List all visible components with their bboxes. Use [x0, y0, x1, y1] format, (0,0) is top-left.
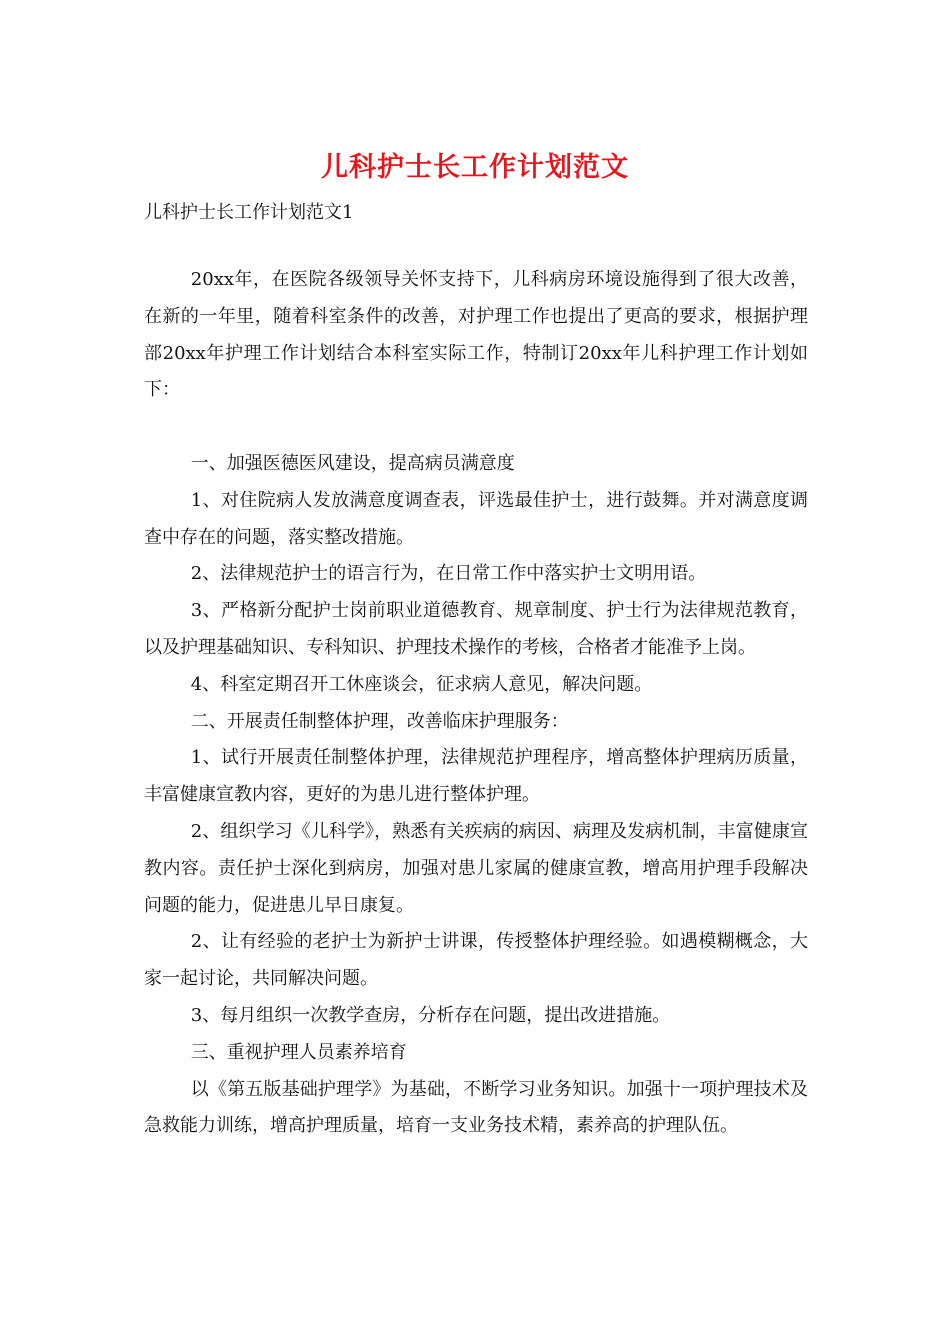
section-heading-3: 三、重视护理人员素养培育 [190, 1041, 407, 1063]
intro-paragraph: 20xx年，在医院各级领导关怀支持下，儿科病房环境设施得到了很大改善，在新的一年里，随着科室条件的改善，对护理工作也提出了更高的要求，根据护理部20xx年护理工作计划结合本科室实际工作，特制订20xx年儿科护理工作计划如下： [144, 269, 808, 401]
paragraph: 4、科室定期召开工休座谈会，征求病人意见，解决问题。 [190, 673, 653, 695]
paragraph: 2、组织学习《儿科学》，熟悉有关疾病的病因、病理及发病机制，丰富健康宣教内容。责任护士深化到病房，加强对患儿家属的健康宣教，增高用护理手段解决问题的能力，促进患儿早日康复。 [144, 820, 808, 916]
paragraph: 3、每月组织一次教学查房，分析存在问题，提出改进措施。 [190, 1004, 671, 1026]
section-heading-1: 一、加强医德医风建设，提高病员满意度 [190, 452, 515, 474]
paragraph: 2、让有经验的老护士为新护士讲课，传授整体护理经验。如遇模糊概念，大家一起讨论，共同解决问题。 [144, 931, 808, 990]
paragraph: 3、严格新分配护士岗前职业道德教育、规章制度、护士行为法律规范教育，以及护理基础知识、专科知识、护理技术操作的考核，合格者才能准予上岗。 [144, 600, 808, 658]
paragraph: 2、法律规范护士的语言行为，在日常工作中落实护士文明用语。 [190, 563, 707, 585]
document-subtitle: 儿科护士长工作计划范文1 [144, 202, 354, 223]
paragraph: 以《第五版基础护理学》为基础，不断学习业务知识。加强十一项护理技术及急救能力训练，增高护理质量，培育一支业务技术精，素养高的护理队伍。 [144, 1078, 808, 1137]
paragraph: 1、试行开展责任制整体护理，法律规范护理程序，增高整体护理病历质量，丰富健康宣教内容，更好的为患儿进行整体护理。 [144, 747, 808, 806]
document-title: 儿科护士长工作计划范文 [321, 152, 629, 183]
document-body [144, 262, 808, 1145]
section-heading-2: 二、开展责任制整体护理，改善临床护理服务： [190, 710, 569, 732]
paragraph-spacer [144, 409, 808, 446]
paragraph: 1、对住院病人发放满意度调查表，评选最佳护士，进行鼓舞。并对满意度调查中存在的问题，落实整改措施。 [144, 489, 808, 548]
